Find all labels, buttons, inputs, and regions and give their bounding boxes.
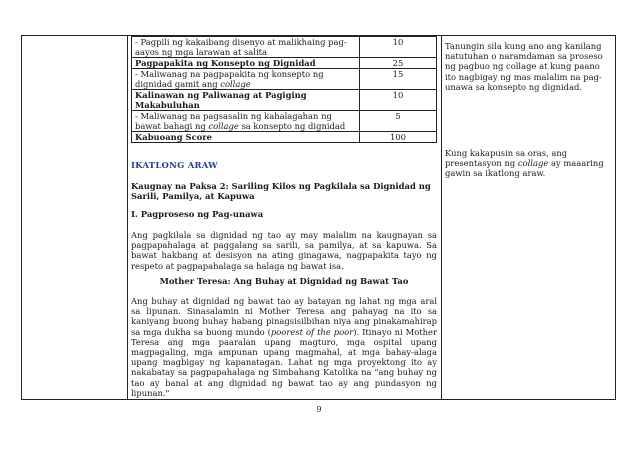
rubric-score: 25 [360, 58, 437, 69]
rubric-score: 10 [360, 37, 437, 58]
rubric-criterion-text: - Maliwanag na pagsasalin ng kahalagahan ng bawat bahagi ng [135, 111, 332, 131]
topic-heading [131, 181, 437, 201]
rubric-row [132, 111, 437, 132]
rubric-table [131, 36, 437, 143]
topic-heading-text: Kaugnay na Paksa 2: Sariling Kilos ng Pagkilala sa Dignidad ng Sarili, Pamilya, at Kapuwa [131, 181, 431, 202]
rubric-score: 15 [360, 69, 437, 90]
rubric-score: 100 [360, 132, 437, 143]
rubric-row [132, 69, 437, 90]
day-heading-text: IKATLONG ARAW [131, 160, 218, 170]
rubric-row [132, 58, 437, 69]
rubric-criterion: Kalinawan ng Paliwanag at Pagiging Makabuluhan [132, 90, 360, 111]
rubric-criterion-italic: collage [220, 79, 251, 89]
rubric-criterion-italic: collage [208, 121, 239, 131]
paragraph-2 [131, 296, 437, 398]
table-left-border [21, 35, 22, 400]
rubric-score: 10 [360, 90, 437, 111]
article-title-text: Mother Teresa: Ang Buhay at Dignidad ng Bawat Tao [159, 276, 409, 286]
section-heading [131, 209, 437, 219]
teacher-note-2 [445, 148, 610, 179]
table-column-divider-2 [441, 35, 442, 400]
paragraph-2-part-a: Ang buhay at dignidad ng bawat tao ay batayan ng lahat ng mga aral sa lipunan. Sinasalamin ni Mother Teresa ang pahayag na ito sa kaniyang buong buhay habang pinagsisilbihan niya ang pinakamahirap sa mga dukha sa buong mundo ( [131, 296, 437, 337]
rubric-criterion: Kabuoang Score [132, 132, 360, 143]
rubric-criterion-text-after: sa konsepto ng dignidad [238, 121, 346, 131]
teacher-note-2-text [445, 148, 610, 179]
teacher-note-2-part-a: Kung kakapusin sa oras, ang presentasyon ng [445, 148, 568, 169]
rubric-criterion [132, 69, 360, 90]
teacher-note-1-text: Tanungin sila kung ano ang kanilang natutuhan o naramdaman sa proseso ng pagbuo ng collage at kung paano ito nagbigay ng mas malalim na pag-unawa sa konsepto ng dignidad. [445, 41, 603, 92]
article-title [131, 276, 437, 286]
page-number: 9 [316, 405, 322, 414]
paragraph-2-italic: poorest of the poor [270, 326, 354, 337]
paragraph-1 [131, 230, 437, 271]
rubric-score: 5 [360, 111, 437, 132]
section-heading-text: I. Pagproseso ng Pag-unawa [131, 209, 264, 219]
teacher-note-2-italic: collage [517, 158, 549, 169]
rubric-criterion: - Pagpili ng kakaibang disenyo at malikhaing pag-aayos ng mga larawan at salita [132, 37, 360, 58]
paragraph-2-text [131, 296, 437, 398]
paragraph-2-part-b: ). Itinayo ni Mother Teresa ang mga paaralan upang magturo, mga ospital upang magpagaling, mga ampunan upang magmahal, at mga bahay-alaga upang magbigay ng kapanatagan. Lahat ng mga proyektong ito ay nakabatay sa pagpapahalaga ng Simbahang Katolika na "ang buhay ng tao ay banal at ang dignidad ng bawat tao ay ang pundasyon ng lipunan." [131, 326, 437, 398]
rubric-row [132, 37, 437, 58]
rubric-criterion-text: - Maliwanag na pagpapakita ng konsepto ng dignidad gamit ang [135, 69, 324, 89]
table-bottom-border [21, 399, 615, 400]
table-right-border [615, 35, 616, 400]
table-column-divider-1 [127, 35, 128, 400]
rubric-row [132, 132, 437, 143]
rubric-criterion: Pagpapakita ng Konsepto ng Dignidad [132, 58, 360, 69]
rubric-criterion [132, 111, 360, 132]
teacher-note-1 [445, 41, 610, 92]
day-heading [131, 160, 437, 170]
paragraph-1-text: Ang pagkilala sa dignidad ng tao ay may malalim na kaugnayan sa pagpapahalaga at paggalang sa sarili, sa pamilya, at sa kapuwa. Sa bawat hakbang at desisyon na ating ginagawa, nagpapakita tayo ng respeto at pagpapahalaga sa halaga ng bawat isa. [131, 230, 437, 271]
rubric-row [132, 90, 437, 111]
teacher-note-2-part-b: ay maaaring gawin sa ikatlong araw. [445, 158, 604, 179]
